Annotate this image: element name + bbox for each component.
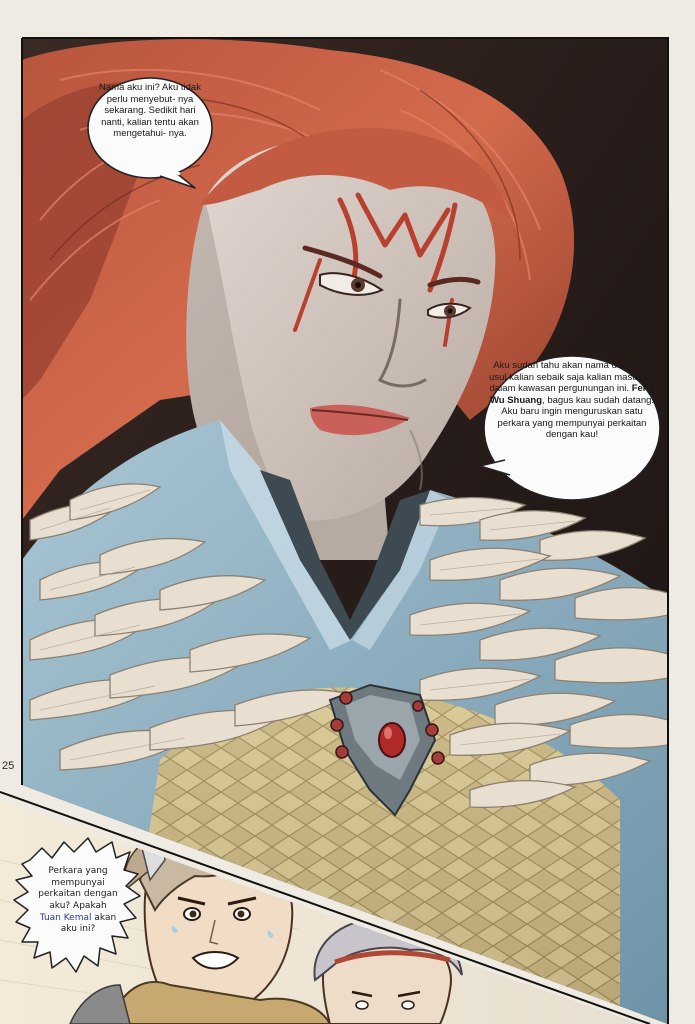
speech-text-2-after: , bagus kau sudah datang. Aku baru ingin menguruskan satu perkara yang mempunyai perkaitan dengan kau! — [497, 394, 655, 441]
speech-text-2-name: Feng Wu Shuang — [489, 383, 655, 406]
speech-text-3-after: akan aku ini? — [60, 912, 117, 935]
speech-text-3 — [38, 866, 118, 936]
speech-text-3-before: Perkara yang mempunyai perkaitan dengan aku? Apakah — [38, 866, 118, 912]
speech-text-1-content: Nama aku ini? Aku tidak perlu menyebut- nya sekarang. Sedikit hari nanti, kalian tentu akan mengetahui- nya. — [99, 82, 201, 140]
speech-text-1 — [93, 82, 207, 140]
speech-text-2-before: Aku sudah tahu akan nama dan asal-usul kalian sebaik saja kalian masuk ke dalam kawasan pergunungan ini. — [489, 360, 655, 395]
speech-text-3-name: Tuan Kemal — [39, 912, 92, 923]
page-number: 25 — [2, 760, 15, 772]
speech-text-2 — [489, 360, 655, 441]
